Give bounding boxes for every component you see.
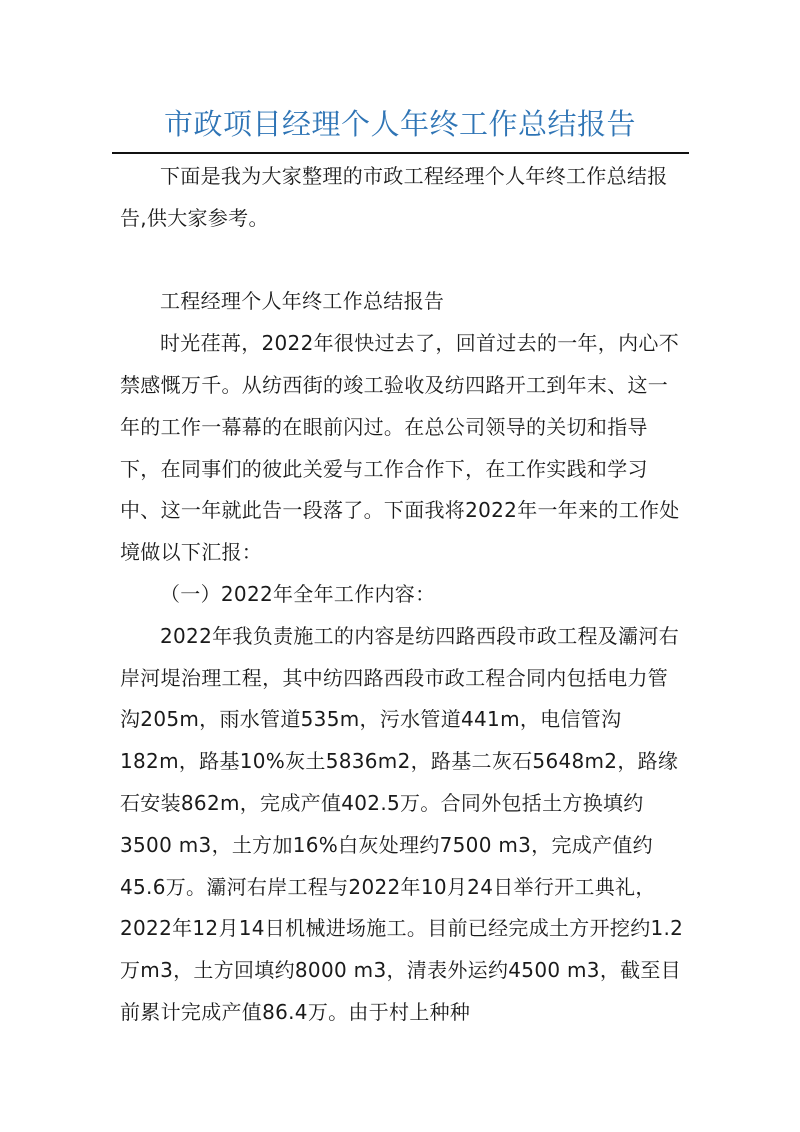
title-underline	[112, 152, 689, 154]
review-paragraph: 时光荏苒，2022年很快过去了，回首过去的一年，内心不禁感慨万千。从纺西街的竣工验收及纺四路开工到年末、这一年的工作一幕幕的在眼前闪过。在总公司领导的关切和指导下，在同事们的彼此关爱与工作合作下，在工作实践和学习中、这一年就此告一段落了。下面我将2022年一年来的工作处境做以下汇报：	[120, 331, 680, 565]
work-content-paragraph: 2022年我负责施工的内容是纺四路西段市政工程及灞河右岸河堤治理工程，其中纺四路西段市政工程合同内包括电力管沟205m，雨水管道535m，污水管道441m，电信管沟182m，路基10%灰土5836m2，路基二灰石5648m2，路缘石安装862m，完成产值402.5万。合同外包括土方换填约3500 m3，土方加16%白灰处理约7500 m3，完成产值约45.6万。灞河右岸工程与2022年10月24日举行开工典礼，2022年12月14日机械进场施工。目前已经完成土方开挖约1.2万m3，土方回填约8000 m3，清表外运约4500 m3，截至目前累计完成产值86.4万。由于村上种种	[120, 623, 684, 1024]
document-body	[120, 156, 686, 1034]
section-heading-1: （一）2022年全年工作内容：	[160, 581, 436, 606]
blank-line	[120, 240, 686, 282]
report-heading: 工程经理个人年终工作总结报告	[160, 289, 445, 314]
intro-paragraph: 下面是我为大家整理的市政工程经理个人年终工作总结报告,供大家参考。	[120, 164, 668, 230]
document-title: 市政项目经理个人年终工作总结报告	[163, 107, 636, 141]
